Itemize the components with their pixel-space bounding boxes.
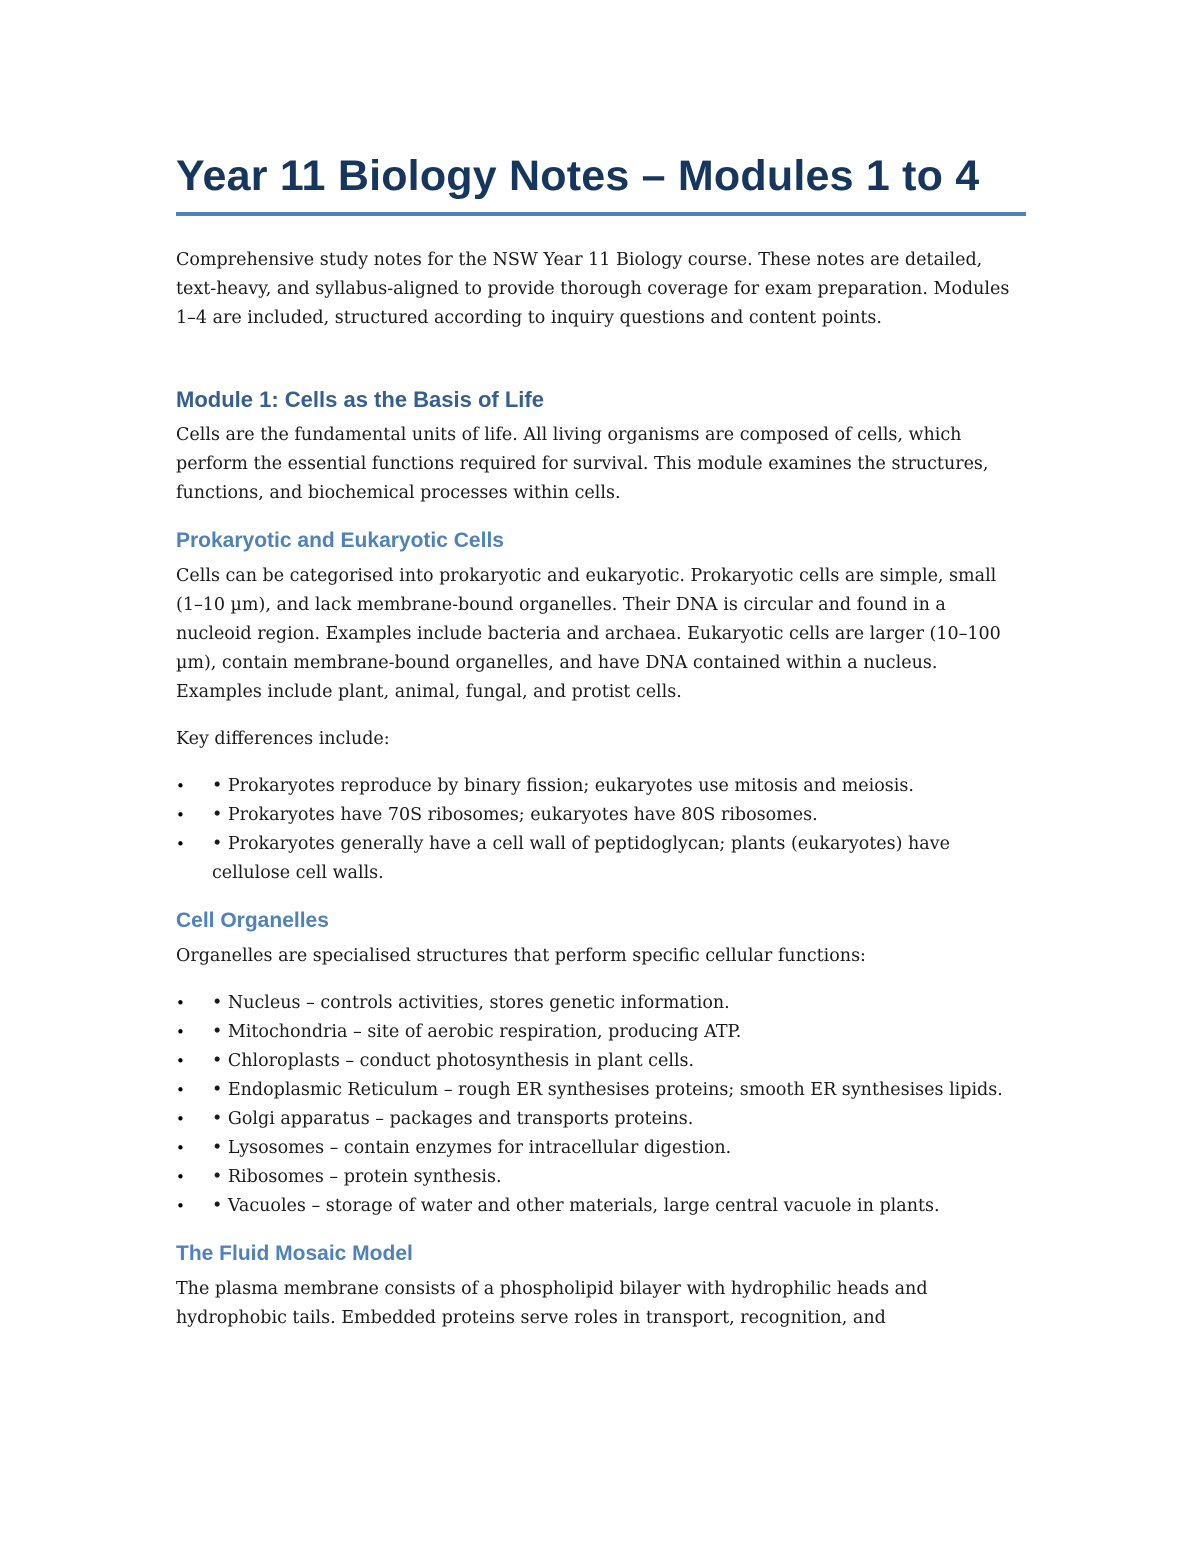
list-item <box>176 1018 1026 1047</box>
module-1-intro: Cells are the fundamental units of life. All living organisms are composed of cells, which perform the essential functions required for survival. This module examines the structures, functions, and biochemical processes within cells. <box>176 425 989 503</box>
bullet-icon: • <box>176 777 185 795</box>
list-item <box>176 801 1026 830</box>
bullet-icon: • <box>176 1197 185 1215</box>
bullet-icon: • <box>176 1139 185 1157</box>
list-item-text: • Prokaryotes reproduce by binary fission; eukaryotes use mitosis and meiosis. <box>212 776 914 796</box>
document-title: Year 11 Biology Notes – Modules 1 to 4 <box>176 148 1026 216</box>
organelles-lead: Organelles are specialised structures that perform specific cellular functions: <box>176 946 866 966</box>
module-1-heading: Module 1: Cells as the Basis of Life <box>176 387 544 412</box>
list-item <box>176 1163 1026 1192</box>
prokaryotic-heading: Prokaryotic and Eukaryotic Cells <box>176 529 504 552</box>
list-item-text: • Golgi apparatus – packages and transports proteins. <box>212 1109 694 1129</box>
bullet-icon: • <box>176 1081 185 1099</box>
list-item <box>176 1134 1026 1163</box>
list-item-text: • Prokaryotes have 70S ribosomes; eukaryotes have 80S ribosomes. <box>212 805 818 825</box>
list-item <box>176 830 1026 888</box>
organelles-heading: Cell Organelles <box>176 909 329 932</box>
bullet-icon: • <box>176 1023 185 1041</box>
bullet-icon: • <box>176 994 185 1012</box>
prokaryotic-body: Cells can be categorised into prokaryotic and eukaryotic. Prokaryotic cells are simple, small (1–10 µm), and lack membrane-bound organelles. Their DNA is circular and found in a nucleoid region. Examples include bacteria and archaea. Eukaryotic cells are larger (10–100 µm), contain membrane-bound organelles, and have DNA contained within a nucleus. Examples include plant, animal, fungal, and protist cells. <box>176 566 1001 702</box>
document-body <box>176 148 1026 1333</box>
list-item-text: • Lysosomes – contain enzymes for intracellular digestion. <box>212 1138 732 1158</box>
intro-paragraph: Comprehensive study notes for the NSW Year 11 Biology course. These notes are detailed, text-heavy, and syllabus-aligned to provide thorough coverage for exam preparation. Modules 1–4 are included, structured according to inquiry questions and content points. <box>176 250 1010 328</box>
list-item-text: • Endoplasmic Reticulum – rough ER synthesises proteins; smooth ER synthesises lipids. <box>212 1080 1003 1100</box>
list-item-text: • Vacuoles – storage of water and other materials, large central vacuole in plants. <box>212 1196 940 1216</box>
bullet-icon: • <box>176 1052 185 1070</box>
fluid-mosaic-body: The plasma membrane consists of a phospholipid bilayer with hydrophilic heads and hydrophobic tails. Embedded proteins serve roles in transport, recognition, and <box>176 1279 928 1328</box>
key-differences-list <box>176 772 1026 888</box>
list-item <box>176 772 1026 801</box>
organelles-list <box>176 989 1026 1221</box>
list-item <box>176 989 1026 1018</box>
list-item <box>176 1192 1026 1221</box>
list-item-text: • Ribosomes – protein synthesis. <box>212 1167 502 1187</box>
bullet-icon: • <box>176 806 185 824</box>
key-differences-lead: Key differences include: <box>176 729 390 749</box>
list-item-text: • Nucleus – controls activities, stores genetic information. <box>212 993 730 1013</box>
list-item-text: • Chloroplasts – conduct photosynthesis in plant cells. <box>212 1051 695 1071</box>
list-item <box>176 1076 1026 1105</box>
bullet-icon: • <box>176 1168 185 1186</box>
list-item <box>176 1105 1026 1134</box>
list-item-text: • Mitochondria – site of aerobic respiration, producing ATP. <box>212 1022 742 1042</box>
bullet-icon: • <box>176 1110 185 1128</box>
fluid-mosaic-heading: The Fluid Mosaic Model <box>176 1242 413 1265</box>
bullet-icon: • <box>176 835 185 853</box>
list-item <box>176 1047 1026 1076</box>
list-item-text: • Prokaryotes generally have a cell wall of peptidoglycan; plants (eukaryotes) have cellulose cell walls. <box>212 834 950 883</box>
